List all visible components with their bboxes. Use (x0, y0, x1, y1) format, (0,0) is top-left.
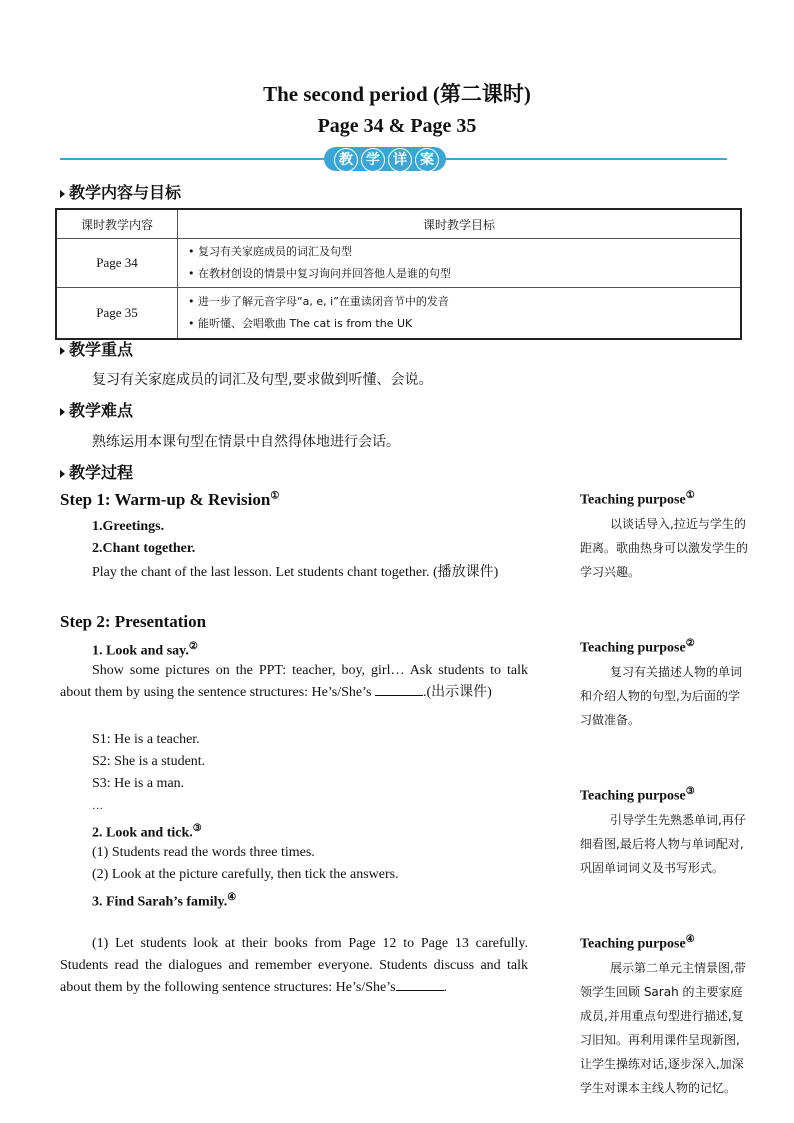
look-and-say-heading: 1. Look and say.② (92, 641, 198, 659)
teaching-purpose-text: 复习有关描述人物的单词和介绍人物的句型,为后面的学习做准备。 (580, 665, 743, 727)
section-heading-content-goals: 教学内容与目标 (60, 180, 181, 203)
find-family-heading: 3. Find Sarah’s family.④ (92, 892, 237, 910)
look-and-say-paragraph: Show some pictures on the PPT: teacher, boy, girl… Ask students to talk about them by using the sentence structures: He’s/She’s .(出示课件) (60, 663, 528, 700)
triangle-bullet-icon (60, 190, 65, 198)
step1-item-greetings: 1.Greetings. (92, 519, 165, 534)
teaching-purpose-heading: Teaching purpose③ (580, 786, 695, 804)
page-title: The second period (第二课时) (263, 82, 531, 106)
table-header: 课时教学目标 (178, 209, 742, 239)
step1-heading: Step 1: Warm-up & Revision① (60, 490, 280, 509)
table-header: 课时教学内容 (56, 209, 178, 239)
table-cell-content: Page 34 (56, 239, 178, 288)
page-subtitle: Page 34 & Page 35 (317, 115, 477, 137)
key-points-text: 复习有关家庭成员的词汇及句型,要求做到听懂、会说。 (92, 372, 433, 388)
look-and-tick-heading: 2. Look and tick.③ (92, 823, 202, 841)
table-row (56, 239, 741, 288)
section-badge (324, 147, 446, 171)
step2-heading: Step 2: Presentation (60, 612, 207, 631)
table-header-row (56, 209, 741, 239)
section-heading-key-points: 教学重点 (60, 337, 133, 360)
look-and-tick-item: (1) Students read the words three times. (92, 845, 315, 860)
goal-item: • 在教材创设的情景中复习询问并回答他人是谁的句型 (188, 267, 451, 280)
goal-item: • 进一步了解元音字母“a, e, i”在重读闭音节中的发音 (188, 295, 449, 308)
find-family-paragraph: (1) Let students look at their books from Page 12 to Page 13 carefully. Students read the dialogues and remember everyone. Students discuss and talk about them by the following sentence structures: He’s/She’s . (60, 936, 528, 995)
badge-char: 教 (334, 148, 358, 172)
goal-item: • 复习有关家庭成员的词汇及句型 (188, 245, 352, 258)
dialogue-line: S3: He is a man. (92, 776, 185, 791)
teaching-purpose-text: 展示第二单元主情景图,带领学生回顾 Sarah 的主要家庭成员,并用重点句型进行描述,复习旧知。再利用课件呈现新图,让学生操练对话,逐步深入,加深学生对课本主线人物的记忆。 (580, 961, 746, 1095)
fill-blank (375, 695, 423, 696)
step1-item-chant: 2.Chant together. (92, 541, 196, 556)
table-cell-content: Page 35 (56, 288, 178, 340)
badge-char: 学 (361, 148, 385, 172)
teaching-purpose-text: 以谈话导入,拉近与学生的距离。歌曲热身可以激发学生的学习兴趣。 (580, 517, 749, 579)
dialogue-line: S1: He is a teacher. (92, 732, 200, 747)
goals-table (55, 208, 742, 340)
fill-blank (396, 990, 444, 991)
teaching-purpose-text: 引导学生先熟悉单词,再仔细看图,最后将人物与单词配对,巩固单词词义及书写形式。 (580, 813, 746, 875)
goal-item: • 能听懂、会唱歌曲 The cat is from the UK (188, 317, 413, 330)
badge-char: 详 (388, 148, 412, 172)
badge-char: 案 (415, 148, 439, 172)
table-cell-goals (178, 288, 742, 340)
section-heading-difficulties: 教学难点 (60, 398, 133, 421)
teaching-purpose-heading: Teaching purpose④ (580, 934, 695, 952)
teaching-purpose-heading: Teaching purpose① (580, 490, 695, 508)
dialogue-ellipsis: … (92, 800, 103, 812)
triangle-bullet-icon (60, 408, 65, 416)
step1-paragraph: Play the chant of the last lesson. Let students chant together. (播放课件) (92, 565, 499, 580)
section-heading-process: 教学过程 (60, 460, 133, 483)
difficulties-text: 熟练运用本课句型在情景中自然得体地进行会话。 (92, 434, 400, 450)
triangle-bullet-icon (60, 470, 65, 478)
triangle-bullet-icon (60, 347, 65, 355)
table-cell-goals (178, 239, 742, 288)
look-and-tick-item: (2) Look at the picture carefully, then tick the answers. (92, 867, 399, 882)
dialogue-line: S2: She is a student. (92, 754, 206, 769)
table-row (56, 288, 741, 340)
teaching-purpose-heading: Teaching purpose② (580, 638, 695, 656)
